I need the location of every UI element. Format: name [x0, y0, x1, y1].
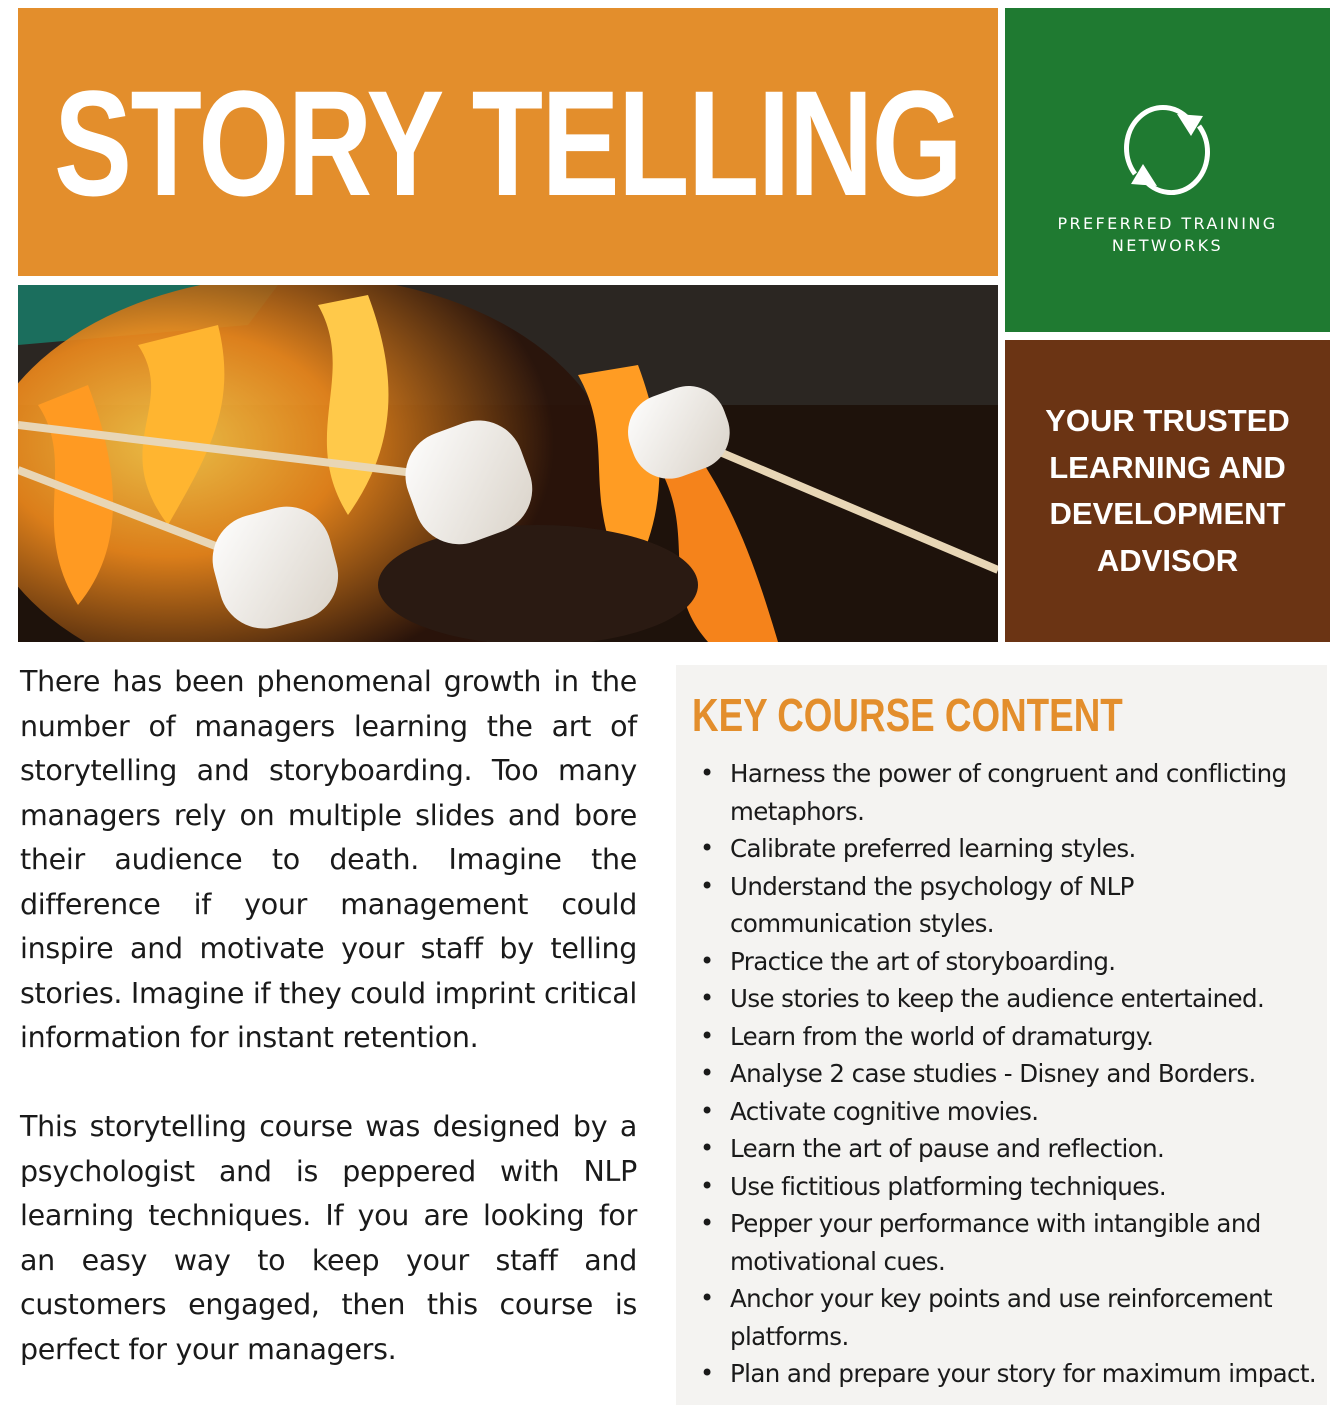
tagline-panel: [1005, 340, 1330, 642]
list-item: • Understand the psychology of NLP communication styles.: [730, 868, 1320, 943]
bullet-icon: •: [700, 984, 714, 1012]
list-item: • Pepper your performance with intangible and motivational cues.: [730, 1205, 1320, 1280]
list-item: • Calibrate preferred learning styles.: [730, 830, 1320, 868]
list-item: • Analyse 2 case studies - Disney and Borders.: [730, 1055, 1320, 1093]
tagline-text: YOUR TRUSTED LEARNING AND DEVELOPMENT ADVISOR: [1045, 403, 1290, 578]
bullet-icon: •: [700, 834, 714, 862]
bullet-icon: •: [700, 1171, 714, 1200]
list-item: • Use stories to keep the audience entertained.: [730, 980, 1320, 1018]
brand-name-line2: NETWORKS: [1111, 236, 1224, 255]
list-item: • Learn from the world of dramaturgy.: [730, 1018, 1320, 1056]
circular-arrows-icon: [1117, 100, 1217, 200]
brand-name: [1005, 213, 1330, 257]
bullet-icon: •: [700, 1134, 714, 1162]
intro-text: [20, 660, 637, 1417]
bullet-icon: •: [700, 759, 714, 787]
bullet-icon: •: [700, 1359, 714, 1387]
list-item: • Learn the art of pause and reflection.: [730, 1130, 1320, 1168]
bullet-icon: •: [700, 1021, 714, 1050]
course-content-list: [700, 755, 1320, 1393]
intro-paragraph-2: This storytelling course was designed by a psychologist and is peppered with NLP learning techniques. If you are looking for an easy way to keep your staff and customers engaged, then this course is perfect for your managers.: [20, 1110, 637, 1366]
list-item: • Anchor your key points and use reinforcement platforms.: [730, 1280, 1320, 1355]
bullet-icon: •: [700, 946, 714, 975]
title-banner: [18, 8, 998, 276]
list-item: • Use fictitious platforming techniques.: [730, 1168, 1320, 1206]
bullet-icon: •: [700, 1209, 714, 1237]
list-item: • Activate cognitive movies.: [730, 1093, 1320, 1131]
bullet-icon: •: [700, 1059, 714, 1087]
intro-paragraph-1: There has been phenomenal growth in the number of managers learning the art of storytelling and storyboarding. Too many managers rely on multiple slides and bore their audience to death. Imagine the difference if your management could inspire and motivate your staff by telling stories. Imagine if they could imprint critical information for instant retention.: [20, 665, 637, 1054]
list-item: • Practice the art of storyboarding.: [730, 943, 1320, 981]
campfire-marshmallows-photo: [18, 285, 998, 642]
list-item: • Plan and prepare your story for maximum impact.: [730, 1355, 1320, 1393]
course-content-panel: [676, 665, 1327, 1405]
course-content-heading: KEY COURSE CONTENT: [692, 689, 1123, 741]
brand-name-line1: PREFERRED TRAINING: [1057, 214, 1278, 233]
list-item: • Harness the power of congruent and conflicting metaphors.: [730, 755, 1320, 830]
page-title: STORY TELLING: [54, 59, 962, 227]
brand-logo-panel: [1005, 8, 1330, 332]
bullet-icon: •: [700, 1096, 714, 1125]
bullet-icon: •: [700, 1284, 714, 1312]
bullet-icon: •: [700, 871, 714, 900]
